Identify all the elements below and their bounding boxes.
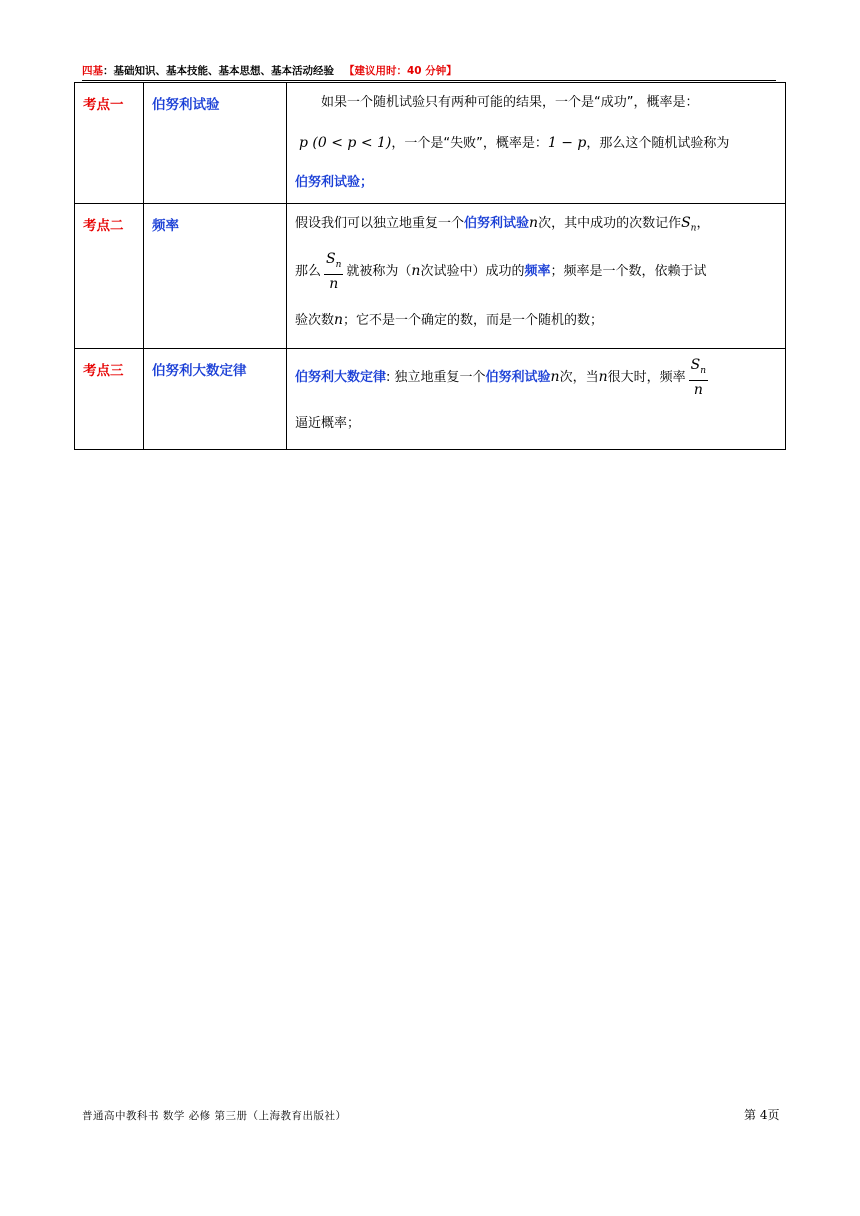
content-text: 如果一个随机试验只有两种可能的结果，一个是“成功”，概率是：: [321, 95, 699, 110]
highlight-term: 伯努利试验: [485, 370, 551, 385]
kp-label-cell: [75, 349, 144, 450]
content-text: 逼近概率；: [295, 416, 361, 431]
highlight-term: 频率: [524, 264, 551, 279]
fraction-denominator: n: [329, 275, 339, 292]
content-text: 次，其中成功的次数记作: [538, 216, 682, 231]
header-main: ：基础知识、基本技能、基本思想、基本活动经验: [103, 65, 334, 77]
highlight-term: 伯努利试验；: [295, 175, 374, 190]
kp-title-cell: [144, 349, 287, 450]
math-expression: p (0 < p < 1): [299, 135, 392, 151]
content-text: 就被称为（: [346, 264, 412, 279]
math-var: n: [598, 369, 608, 385]
content-line: [295, 242, 777, 300]
highlight-term: 伯努利大数定律: [295, 370, 387, 385]
page-header: [82, 64, 776, 81]
content-text: ，一个是“失败”，概率是：: [391, 136, 548, 151]
page-number: 第 4页: [744, 1108, 780, 1122]
kp-label: 考点二: [83, 218, 124, 234]
content-line: [295, 300, 777, 340]
table-row: [75, 204, 786, 349]
content-line: [295, 405, 777, 443]
kp-label: 考点一: [83, 97, 124, 113]
math-subscript: n: [335, 259, 342, 270]
content-text: ，: [696, 216, 710, 231]
header-prefix: 四基: [82, 65, 103, 77]
kp-label-cell: [75, 83, 144, 204]
kp-title-cell: [144, 204, 287, 349]
kp-content-cell: [287, 83, 786, 204]
kp-title-cell: [144, 83, 287, 204]
table-row: [75, 83, 786, 204]
math-var: S: [681, 215, 691, 231]
content-text: 那么: [295, 264, 322, 279]
math-var: n: [529, 215, 539, 231]
fraction-denominator: n: [693, 381, 703, 398]
math-subscript: n: [690, 223, 697, 234]
kp-content-cell: [287, 349, 786, 450]
content-text: ；频率是一个数，依赖于试: [550, 264, 707, 279]
math-subscript: n: [700, 365, 707, 376]
math-var: n: [411, 263, 421, 279]
highlight-term: 伯努利试验: [464, 216, 530, 231]
fraction: [689, 356, 708, 399]
content-text: ，那么这个随机试验称为: [586, 136, 730, 151]
kp-title: 伯努利大数定律: [152, 363, 247, 379]
header-time: 【建议用时：40 分钟】: [344, 65, 457, 77]
fraction: [324, 250, 343, 293]
knowledge-table: [74, 82, 786, 450]
content-text: : 独立地重复一个: [386, 370, 486, 385]
math-var: n: [334, 312, 344, 328]
table-row: [75, 349, 786, 450]
kp-title: 频率: [152, 218, 179, 234]
content-line: [295, 83, 777, 123]
content-text: 验次数: [295, 313, 335, 328]
content-text: ；它不是一个确定的数，而是一个随机的数；: [343, 313, 604, 328]
content-line: [295, 349, 777, 405]
kp-content-cell: [287, 204, 786, 349]
content-text: 很大时，频率: [607, 370, 686, 385]
fraction-numerator: S: [326, 251, 336, 268]
kp-label-cell: [75, 204, 144, 349]
fraction-numerator: S: [690, 357, 701, 374]
kp-label: 考点三: [83, 363, 124, 379]
math-expression: 1 − p: [547, 135, 587, 151]
footer-book-title: 普通高中教科书 数学 必修 第三册（上海教育出版社）: [82, 1110, 347, 1122]
kp-title: 伯努利试验: [152, 97, 220, 113]
math-var: n: [550, 369, 560, 385]
content-line: [295, 123, 777, 163]
content-line: [295, 204, 777, 242]
content-text: 次试验中）成功的: [420, 264, 525, 279]
content-text: 假设我们可以独立地重复一个: [295, 216, 465, 231]
content-line: [295, 163, 777, 203]
content-text: 次，当: [559, 370, 599, 385]
